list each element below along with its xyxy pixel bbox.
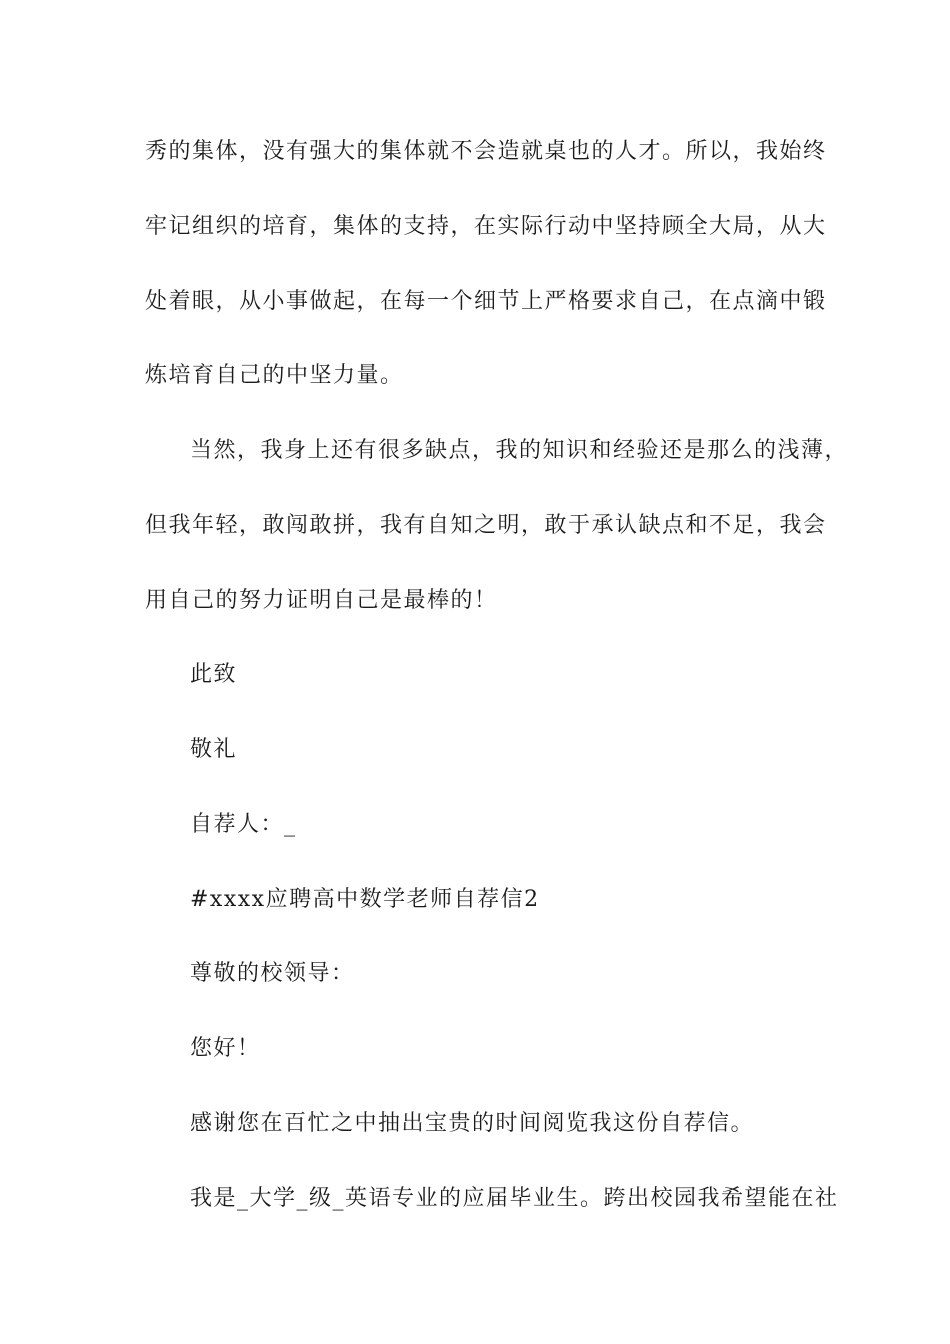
paragraph-start-line: 感谢您在百忙之中抽出宝贵的时间阅览我这份自荐信。: [190, 1111, 755, 1136]
text-line: 处着眼，从小事做起，在每一个细节上严格要求自己，在点滴中锻: [145, 289, 827, 314]
text-line: 牢记组织的培育，集体的支持，在实际行动中坚持顾全大局，从大: [145, 214, 827, 239]
greeting-hello: 您好！: [190, 1036, 261, 1061]
letter-title: #xxxx应聘高中数学老师自荐信2: [190, 887, 540, 912]
closing-regards: 敬礼: [190, 737, 238, 762]
text-line: 秀的集体，没有强大的集体就不会造就桌也的人才。所以，我始终: [145, 139, 827, 164]
greeting-line: 尊敬的校领导：: [190, 961, 355, 986]
signature-line: 自荐人：_: [190, 812, 297, 837]
text-line: 用自己的努力证明自己是最棒的！: [145, 588, 498, 613]
text-line: 但我年轻，敢闯敢拼，我有自知之明，敢于承认缺点和不足，我会: [145, 513, 827, 538]
closing-salutation: 此致: [190, 662, 238, 687]
paragraph-start-line: 当然，我身上还有很多缺点，我的知识和经验还是那么的浅薄，: [190, 438, 849, 463]
text-line: 炼培育自己的中坚力量。: [145, 363, 404, 388]
paragraph-start-line: 我是_大学_级_英语专业的应届毕业生。跨出校园我希望能在社: [190, 1186, 839, 1211]
